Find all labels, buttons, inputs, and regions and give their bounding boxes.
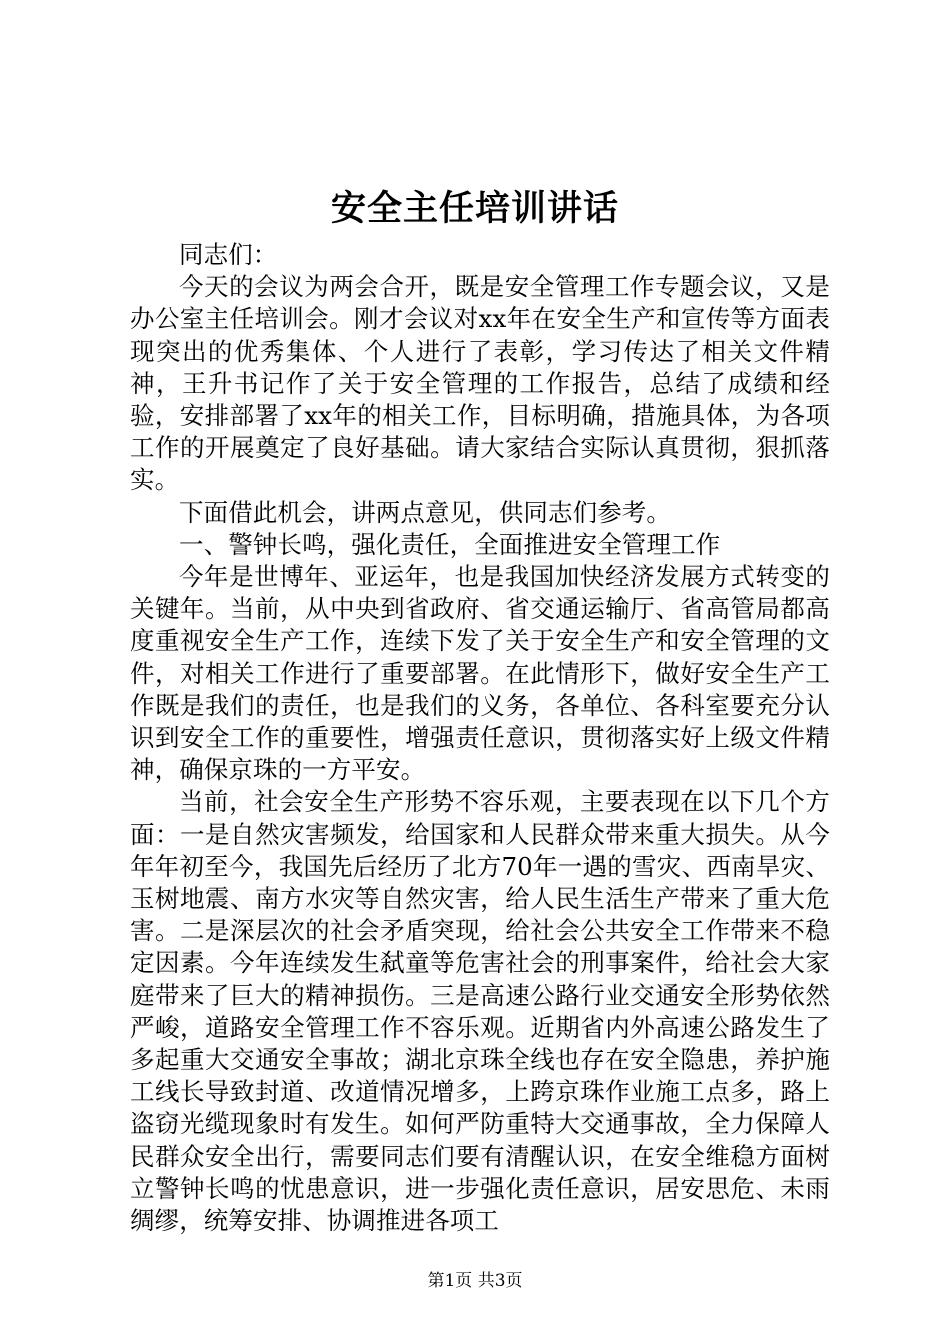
- document-body: [130, 239, 830, 1237]
- section-heading-1: 一、警钟长鸣，强化责任，全面推进安全管理工作: [179, 529, 721, 559]
- transition-paragraph: 下面借此机会，讲两点意见，供同志们参考。: [179, 497, 671, 527]
- salutation-paragraph: 同志们：: [179, 240, 278, 269]
- body-paragraph: 当前，社会安全生产形势不容乐观，主要表现在以下几个方面：一是自然灾害频发，给国家和人民群众带来重大损失。从今年年初至今，我国先后经历了北方70年一遇的雪灾、西南旱灾、玉树地震、南方水灾等自然灾害，给人民生活生产带来了重大危害。二是深层次的社会矛盾突现，给社会公共安全工作带来不稳定因素。今年连续发生弑童等危害社会的刑事案件，给社会大家庭带来了巨大的精神损伤。三是高速公路行业交通安全形势依然严峻，道路安全管理工作不容乐观。近期省内外高速公路发生了多起重大交通安全事故；湖北京珠全线也存在安全隐患，养护施工线长导致封道、改道情况增多，上跨京珠作业施工点多，路上盗窃光缆现象时有发生。如何严防重特大交通事故，全力保障人民群众安全出行，需要同志们要有清醒认识，在安全维稳方面树立警钟长鸣的忧患意识，进一步强化责任意识，居安思危、未雨绸缪，统筹安排、协调推进各项工: [130, 787, 830, 1236]
- opening-paragraph: 今天的会议为两会合开，既是安全管理工作专题会议，又是办公室主任培训会。刚才会议对xx年在安全生产和宣传等方面表现突出的优秀集体、个人进行了表彰，学习传达了相关文件精神，王升书记作了关于安全管理的工作报告，总结了成绩和经验，安排部署了xx年的相关工作，目标明确，措施具体，为各项工作的开展奠定了良好基础。请大家结合实际认真贯彻，狠抓落实。: [130, 272, 830, 495]
- document-title: 安全主任培训讲话: [330, 188, 619, 229]
- body-paragraph: 今年是世博年、亚运年，也是我国加快经济发展方式转变的关键年。当前，从中央到省政府、省交通运输厅、省高管局都高度重视安全生产工作，连续下发了关于安全生产和安全管理的文件，对相关工作进行了重要部署。在此情形下，做好安全生产工作既是我们的责任，也是我们的义务，各单位、各科室要充分认识到安全工作的重要性，增强责任意识，贯彻落实好上级文件精神，确保京珠的一方平安。: [130, 562, 830, 785]
- page-number-footer: 第1页 共3页: [427, 1271, 523, 1291]
